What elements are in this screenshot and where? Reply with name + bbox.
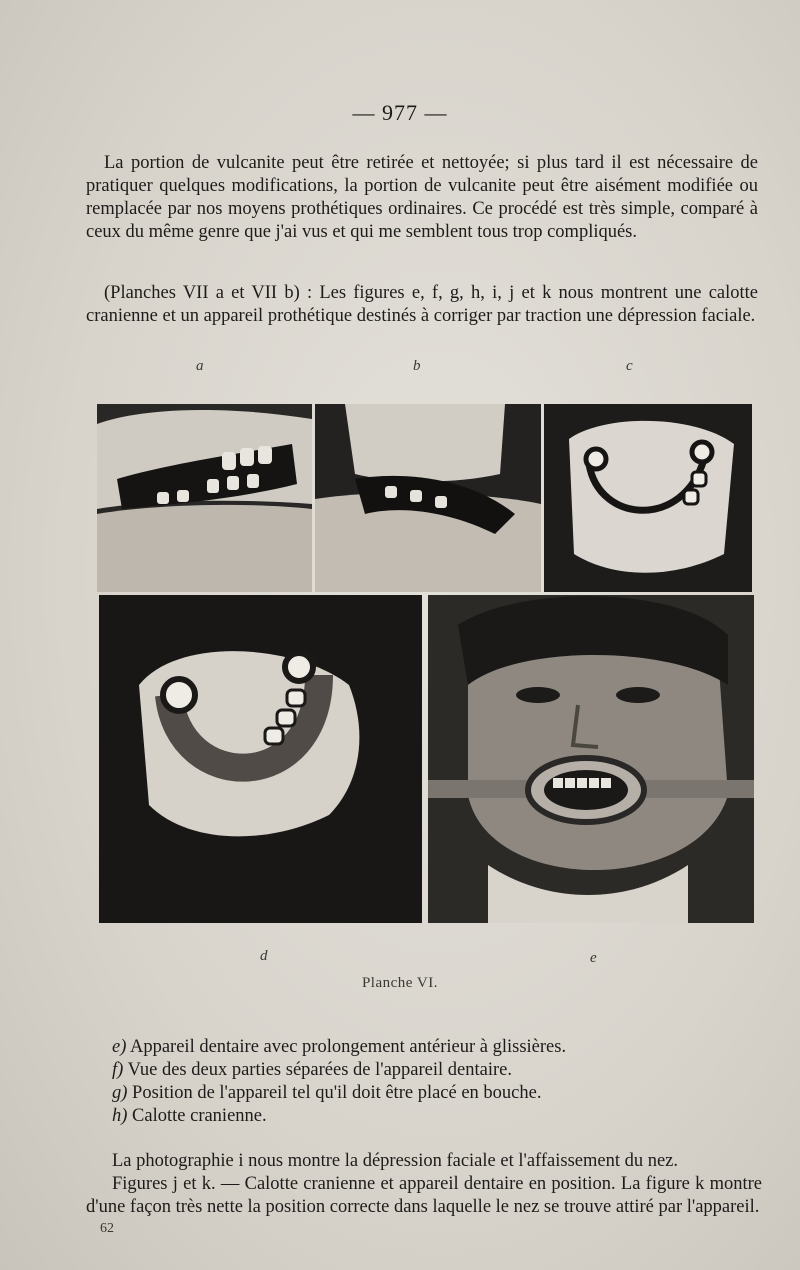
paragraph-photo-i: La photographie i nous montre la dépression faciale et l'affaissement du nez. [112, 1151, 679, 1171]
paragraph-figures-j-k: Figures j et k. — Calotte cranienne et appareil dentaire en position. La figure k montre d'une façon très nette la position correcte dans laquelle le nez se trouve attiré par l'appareil. [86, 1174, 762, 1217]
figure-label-b: b [413, 358, 421, 374]
figure-label-e: e [590, 950, 597, 966]
photo-b-dental-cast-side [315, 404, 541, 592]
plate-caption: Planche VI. [361, 975, 439, 991]
closing-text [86, 1150, 762, 1219]
photo-d-lower-cast-appliance [99, 595, 422, 923]
legend-row-f [112, 1059, 762, 1082]
legend-row-h [112, 1105, 762, 1128]
legend-text: Position de l'appareil tel qu'il doit être placé en bouche. [132, 1083, 542, 1103]
legend-key: e) [112, 1037, 127, 1057]
legend-row-e [112, 1036, 762, 1059]
photo-a-dental-cast-front [97, 404, 312, 592]
legend-row-g [112, 1082, 762, 1105]
paragraph-planches: (Planches VII a et VII b) : Les figures e, f, g, h, i, j et k nous montrent une calotte cranienne et un appareil prothétique destinés à corriger par traction une dépression faciale. [86, 283, 758, 326]
legend-text: Vue des deux parties séparées de l'appareil dentaire. [127, 1060, 512, 1080]
figure-legend [112, 1036, 762, 1128]
photo-e-patient-retractor [428, 595, 754, 923]
photo-c-palate-appliance [544, 404, 752, 592]
signature-mark: 62 [100, 1221, 114, 1236]
legend-key: g) [112, 1083, 128, 1103]
legend-text: Calotte cranienne. [132, 1106, 267, 1126]
legend-key: h) [112, 1106, 128, 1126]
figure-label-a: a [196, 358, 204, 374]
figure-label-c: c [626, 358, 633, 374]
figure-label-d: d [260, 948, 268, 964]
page-number: — 977 — [352, 100, 448, 125]
paragraph-vulcanite: La portion de vulcanite peut être retirée et nettoyée; si plus tard il est nécessaire de pratiquer quelques modifications, la portion de vulcanite peut être aisément modifiée ou remplacée par nos moyens prothétiques ordinaires. Ce procédé est très simple, comparé à ceux du même genre que j'ai vus et qui me semblent tous trop compliqués. [86, 153, 758, 242]
legend-key: f) [112, 1060, 124, 1080]
legend-text: Appareil dentaire avec prolongement antérieur à glissières. [129, 1037, 567, 1057]
